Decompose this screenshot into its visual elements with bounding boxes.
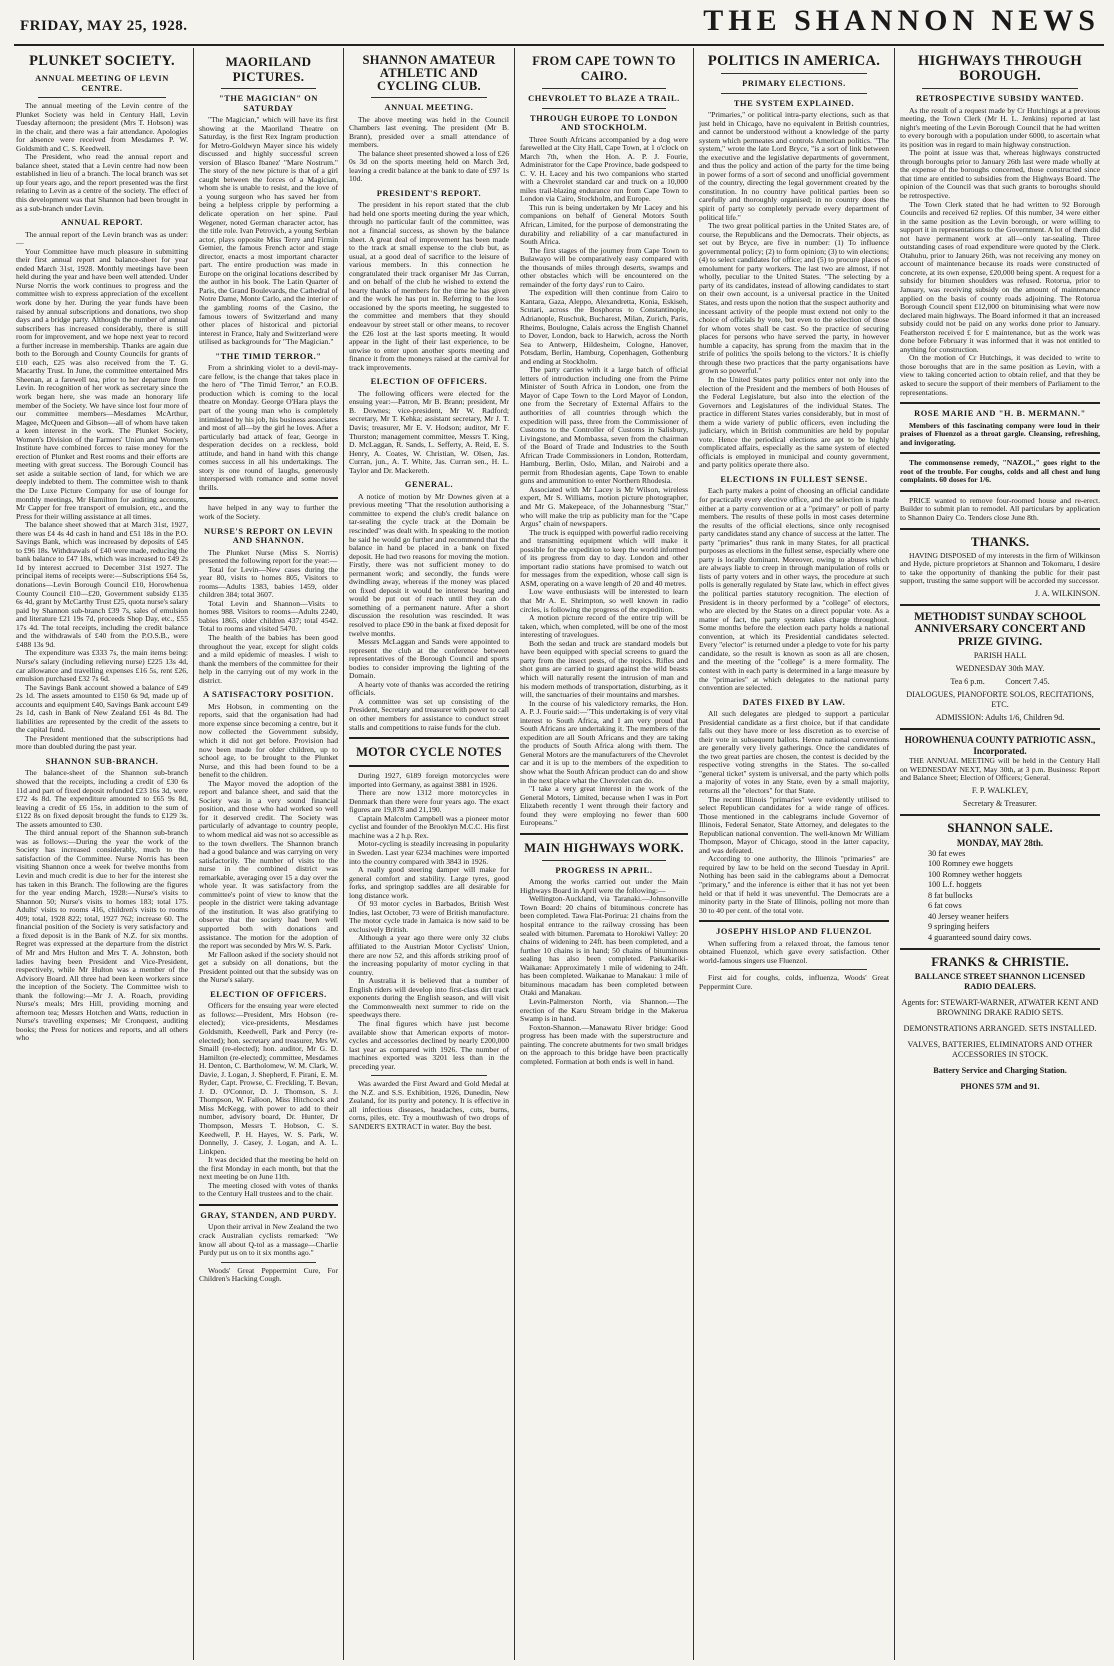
sale-item: 8 fat bullocks	[928, 890, 973, 900]
article-paragraph: The above meeting was held in the Council Chambers last evening. The president (Mr B. Brann), presided over a small attendance of members.	[349, 114, 509, 150]
thanks-notice: HAVING DISPOSED of my interests in the firm of Wilkinson and Hyde, picture proprietors at Shannon and Tokomaru, I desire to take the opportunity of thanking the public for their past support, trusting the same support will be accorded my successor.	[900, 550, 1100, 586]
article-paragraph: The balance sheet presented showed a loss of £26 0s 3d on the sports meeting held on March 3rd, leaving a credit balance at the bank to date of £97 1s 10d.	[349, 148, 509, 184]
headline-highways-through-borough: HIGHWAYS THROUGH BOROUGH.	[918, 53, 1082, 84]
shannon-sale-heading: SHANNON SALE.	[947, 819, 1053, 835]
article-paragraph: The Town Clerk stated that he had written to 92 Borough Councils and received 62 replies. Of this number, 34 were either in the same position as the Levin borough, or were willing to support it in representations to the Government. A lot of them did not have permanent work at all—only tar-sealing. Three outstanding cases of road expenditure were quoted by the Clerk. Otahuhu, prior to January 26th, was not receiving any money on account of maintenance because its roads were constructed of concrete, at its own expense, £20,000 being spent. A request for a subsidy for bitumen shoulders was refused. Rotorua, prior to January, was receiving subsidy on the amount of maintenance applied on the basis of county roads adjoining. The Rotorua Borough Council spent £12,000 on bituminising what were now declared main highways. The Board informed it that an increased subsidy could not be paid on any works done prior to January. Featherston received £ for £ maintenance, but as the work was done before February it was informed that it was not entitled to anything for construction.	[900, 199, 1100, 354]
issue-date: FRIDAY, MAY 25, 1928.	[20, 18, 188, 34]
article-paragraph: The first stages of the journey from Cape Town to Bulawayo will be comparatively easy compared with the thousands of miles through deserts, swamps and other obstacles which will be encountered on the remainder of the forty days' run to Cairo.	[520, 245, 688, 289]
sale-item: 100 Romney ewe hoggets	[928, 859, 1013, 869]
separator	[349, 737, 509, 739]
subhead: RETROSPECTIVE SUBSIDY WANTED.	[916, 94, 1084, 103]
column-maoriland-pictures	[199, 48, 338, 1658]
article-paragraph: When suffering from a relaxed throat, the famous tenor obtained Fluenzol, which gave every satisfaction. Other world-famous singers use Fluenzol.	[699, 938, 889, 965]
column-cape-to-cairo	[520, 48, 688, 1658]
headline-politics-in-america: POLITICS IN AMERICA.	[707, 53, 881, 69]
separator	[900, 948, 1100, 950]
headline-maoriland-pictures: MAORILAND PICTURES.	[225, 54, 312, 84]
advertisement: Woods' Great Peppermint Cure, For Children's Hacking Cough.	[199, 1265, 338, 1284]
masthead-rule	[14, 44, 1104, 46]
article-paragraph: Mr Falloon asked if the society should not get a subsidy on all donations, but the President pointed out that the subsidy was on the Nurse's salary.	[199, 949, 338, 985]
separator	[900, 402, 1100, 404]
article-paragraph: "I take a very great interest in the work of the General Motors, Limited, because when I was in Port Elizabeth recently I went through their factory and found they were employing no fewer than 600 Europeans."	[520, 784, 688, 828]
thanks-signature: J. A. WILKINSON.	[1034, 588, 1100, 598]
subhead: THE SYSTEM EXPLAINED.	[733, 98, 855, 108]
article-paragraph: From a shrinking violet to a devil-may-care fellow, is the change that takes place in the hero of "The Timid Terror," an F.O.B. production which is coming to the local theatre on Monday. George O'Hara plays the part of the young man who is completely intimidated by his job, his business associates and most of all—by the girl he loves. After a particularly bad attack of fear, George in desperation decides on a reckless, bold attitude, and hand in hand with this change comes success in all his undertakings. The story is one round of laughs, generously interspersed with romance and some novel thrills.	[199, 363, 338, 492]
separator	[199, 497, 338, 499]
event-admission: ADMISSION: Adults 1/6, Children 9d.	[935, 713, 1065, 723]
separator	[542, 88, 666, 89]
subhead: NURSE'S REPORT ON LEVIN AND SHANNON.	[204, 526, 333, 546]
separator	[38, 97, 166, 98]
article-paragraph: The two great political parties in the United States are, of course, the Republicans and the Democrats. Their objects, as set out by Bryce, are five in number: (1) To influence governmental policy; (2) to form opinion; (3) to win elections; (4) to select candidates for office; and (5) to procure places of emolument for party workers. The last two are almost, if not wholly, peculiar to the United States. "The selecting by a party of its candidates, instead of allowing candidates to start on their own account, is a universal practice in the United States, and rests upon the notion that the suspect authority and incessant activity of the people must extend not only to the choice of officials by vote, but even to the selection of those for whom votes shall be cast. So the practice of securing places for persons who have served the party, in however humble a capacity, has sprung from the maxim that in the strife of politics 'the spoils belong to the victors.' It is chiefly through these two practices that the party organisations have grown so powerful."	[699, 221, 889, 376]
event-venue: PARISH HALL	[973, 651, 1027, 661]
separator	[542, 860, 666, 861]
thanks-heading: THANKS.	[970, 533, 1030, 549]
article-paragraph: There are now 1312 more motorcycles in Denmark than there were four years ago. The exact figures are 19,878 and 21,190.	[349, 788, 509, 815]
headline-motor-cycle-notes: MOTOR CYCLE NOTES	[356, 745, 502, 760]
sale-item: 30 fat ewes	[928, 848, 966, 858]
sale-date: MONDAY, MAY 28th.	[956, 837, 1044, 848]
dealer-phones: PHONES 57M and 91.	[960, 1082, 1040, 1092]
separator	[922, 88, 1078, 89]
article-paragraph: The following officers were elected for the ensuing year:—Patron, Mr B. Brann; president, Mr B. Downes; vice-president, Mr W. Radford; secretary, Mr T. Kehka; assistant secretary, Mr J. T. Davis; treasurer, Mr E. V. Hodson; auditor, Mr F. Thurston; management committee, Messrs T. King, D. McLaggan, R. Sands, L. Sefferty, A. Reid, E. S. Henry, A. Coates, W. Christian, W. Olsen, Jas. Curran, jun., A. T. White, Jas. Curran sen., H. L. Taylor and Dr. Mackereth.	[349, 388, 509, 475]
newspaper-title: THE SHANNON NEWS	[703, 4, 1100, 37]
article-paragraph: A hearty vote of thanks was accorded the retiring officials.	[349, 679, 509, 698]
column-athletic-club	[349, 48, 509, 1658]
advertisement: First aid for coughs, colds, influenza, Woods' Great Peppermint Cure.	[699, 973, 889, 991]
subhead: ANNUAL REPORT.	[61, 218, 143, 228]
article-paragraph: The third annual report of the Shannon sub-branch was as follows:—During the year the work of the Society has increased considerably, much to the satisfaction of the Committee. Nurse Norris has been visiting Shannon once a week for twelve months from Levin and much credit is due to her for the interest she has taken in this Branch. The following are the figures for the year ending March, 1928:—Nurse's visits to Shannon 50; Nurse's visits to homes 183; total 175. Adults' visits to rooms 416, children's visits to rooms 409; total, 1928 822; total, 1927 762; increase 60. The financial position of the Society is very satisfactory and a fixed deposit is in the Bank of N.Z. for six months. Regret was expressed at the departure from the district of Mr and Mrs Hulton and Mrs T. A. Johnston, both ladies having been President and Vice-President, respectively, while Mr Hulton was a member of the Advisory Board. All three had been keen workers since the inception of the Society. The Committee wish to thank the following:—Mr J. A. Roach, providing Nurse's meals; Mrs Hill, providing morning and afternoon tea; Messrs Hotchen and Watts, reduction in Nurse's travelling expenses; Mr Cronquest, auditing books; the Press for notices and reports, and all others who	[16, 828, 188, 1043]
advertisement: Members of this fascinating company were loud in their praises of Fluenzol as a throat gargle. Cleansing, refreshing, and invigorating.	[900, 420, 1100, 447]
article-paragraph: Motor-cycling is steadily increasing in popularity in Sweden. Last year 6234 machines were imported into the country compared with 3843 in 1926.	[349, 839, 509, 866]
subhead: GENERAL.	[404, 480, 454, 490]
article-paragraph: The president in his report stated that the club had held one sports meeting during the year which, through no particular fault of the committee, was not a financial success, as shown by the balance sheet. A great deal of improvement has been made to the track at small expense to the club but, as usual, at a good deal of sacrifice to the leisure of various members. In this connection he congratulated their track organiser Mr Jas Curran, and on behalf of the club he wished to extend the hearty thanks of members for the time he has given and the work he has put in. Referring to the loss occasioned by the sports meeting, he suggested to the committee and members that they should endeavour by street stall or other means, to recover the £26 lost at the last sports meeting. It would appear in the light of their last experience, to be unwise to enter upon another sports meeting and finance it from the moneys raised at the carnival for track improvements.	[349, 200, 509, 372]
article-paragraph: The point at issue was that, whereas highways constructed through boroughs prior to January 26th last were made wholly at the expense of the boroughs concerned, those constructed since that time are entitled to subsidies from the Highways Board. The opinion of the Council was that such grants to boroughs should be retrospective.	[900, 148, 1100, 200]
column-plunket-society	[16, 48, 188, 1658]
sale-item: 40 Jersey weaner heifers	[928, 911, 1009, 921]
article-paragraph: The Savings Bank account showed a balance of £49 2s 1d. The assets amounted to £150 6s 9d, made up of accounts and equipment £40, Savings Bank account £49 2s 1d, cash in Bank of New Zealand £61 4s 8d. The liabilities are represented by the credit of the assets to the capital fund.	[16, 682, 188, 735]
advertisement: The commonsense remedy, "NAZOL," goes right to the root of the trouble. For coughs, colds and all chest and lung complaints. 60 doses for 1/6.	[900, 458, 1100, 485]
column-divider	[343, 48, 344, 1660]
article-paragraph: The annual report of the Levin branch was as under:—	[16, 229, 188, 248]
subhead: ANNUAL MEETING.	[384, 103, 474, 112]
advertisement: Was awarded the First Award and Gold Medal at the N.Z. and S.S. Exhibition, 1926, Dunedin, New Zealand, for its purity and potency. It is effective in all infectious diseases, headaches, cuts, burns, corns, piles, etc. Try a mouthwash of two drops of SANDER'S EXTRACT in water. Buy the best.	[349, 1079, 509, 1131]
article-paragraph: The expenditure was £333 7s, the main items being: Nurse's salary (including relieving nurse) £225 13s 4d, car allowance and travelling expenses £16 5s, rent £26, emulsion purchased £32 7s 6d.	[16, 648, 188, 684]
meeting-notice: THE ANNUAL MEETING will be held in the Century Hall on WEDNESDAY NEXT, May 30th, at 3 p.m. Business: Report and Balance Sheet; Election of Officers; General.	[900, 756, 1100, 783]
article-paragraph: Wellington-Auckland, via Taranaki.—Johnsonville Town Board: 20 chains of bituminous concrete has been completed. Tawa Flat-Porirua: 21 chains from the hospital entrance to the railway crossing has been sealed with bitumen. Paremata to Horokiwi Valley: 20 chains of widening to 24ft. has been completed, and a further 10 chains is in hand; 50 chains of bituminous sealing has also been completed. Paekakariki-Waikanae: Approximately 1 mile of widening to 24ft. has been completed. Waikanae to Manakau: 1 mile of bituminous macadam has been completed between Otaki and Manakau.	[520, 894, 688, 998]
article-paragraph: Both the sedan and truck are standard models but have been equipped with special screens to guard the party from the insect pests, of the tropics. Rifles and shot guns are carried to guard against the wild beasts which will naturally resent the intrusion of man and his modern methods of transportation, disturbing, as it will, the sanctuaries of their mountains and marshes.	[520, 638, 688, 700]
article-paragraph: Three South Africans accompanied by a dog were farewelled at the City Hall, Cape Town, at 1 o'clock on March 7th, when the Hon. A. P. J. Fourie, Administrator for the Cape Province, bade godspeed to C. V. H. Lacey and his two companions who started with a Chevrolet standard car and truck on a 10,000 miles trail-blazing endurance run from Cape Town to London via Cairo, Stockholm, and Europe.	[520, 134, 688, 204]
article-paragraph: All such delegates are pledged to support a particular Presidential candidate as a first choice, but if that candidate falls out they have more or less discretion as to exercise of their vote in subsequent ballots. Hence national conventions are generally very lively gatherings. Once the candidates of the two great parties are chosen, the contest is decided by the respective voting strengths in the States. The so-called "general ticket" system is universal, and the party which polls a majority of votes in any State, even by a small majority, returns all the "electors" for that State.	[699, 709, 889, 796]
headline-cape-town-to-cairo: FROM CAPE TOWN TO CAIRO.	[532, 54, 676, 83]
subhead: ELECTION OF OFFICERS.	[210, 989, 327, 999]
article-paragraph: As the result of a request made by Cr Hutchings at a previous meeting, the Town Clerk (Mr H. L. Jenkins) reported at last night's meeting of the Levin Borough Council that he had written to every borough with a population under 6000, to ascertain what its position was in regard to main highway construction.	[900, 105, 1100, 149]
article-paragraph: The recent Illinois "primaries" were evidently utilised to select Republican candidates for a wide range of offices. Those mentioned in the cablegrams include Governor of Illinois, Federal Senator, State Attorney, and delegates to the Republican national convention. The well-known Mr William Thompson, Mayor of Chicago, stood in the latter capacity, and was defeated.	[699, 794, 889, 855]
separator	[900, 452, 1100, 454]
article-paragraph: The balance sheet showed that at March 31st, 1927, there was £4 4s 4d cash in hand and £51 18s in the P.O. Savings Bank, which was increased by deposits of £45 to £96 18s. Withdrawals of £40 were made, reducing the bank balance to £47 18s, which was increased to £49 2s 1d by interest accrued to December 31st 1927. The principal items of receipts were:—Subscriptions £64 5s, donations—Levin Borough Council £10, Horowhenua County Council £10—£20, Government subsidy £135 6s 4d, grant by McCarthy Trust £25, quota nurse's salary paid by Shannon sub-branch £39 7s, sales of emulsion and literature £21 19s 7d, proceeds Shop Day, etc., £55 17s 4d. The total receipts, including the credit balance and the withdrawals of £40 from the P.O.S.B., were £488 13s 9d.	[16, 520, 188, 649]
dealer-accessories: VALVES, BATTERIES, ELIMINATORS AND OTHER ACCESSORIES IN STOCK.	[907, 1040, 1093, 1060]
article-paragraph: Low wave enthusiasts will be interested to learn that Mr A. E. Shrimpton, so well known in radio circles, is following the progress of the expedition.	[520, 587, 688, 614]
ad-heading: ROSE MARIE AND "H. B. MERMANN."	[914, 409, 1086, 419]
dealer-subheading: BALLANCE STREET SHANNON LICENSED RADIO DEALERS.	[914, 972, 1086, 992]
dealer-agents: Agents for: STEWART-WARNER, ATWATER KENT AND BROWNING DRAKE RADIO SETS.	[901, 998, 1099, 1018]
article-paragraph: Each party makes a point of choosing an official candidate for practically every elective office, and the selection is made either at a party convention or at a "primary" or poll of party members. The results of these polls in most cases determine the results of the official elections, since only recognised party candidates stand any chance of success at the latter. The party "primaries" thus rank in many States, for all practical purposes as elections in the fullest sense, especially where one party is locally dominant. Moreover, owing to abuses which are always liable to creep in through manipulation of rolls or lists of party voters and in other ways, the procedure at such polls is generally regulated by State law, which in effect gives the political parties statutory recognition. The election of President is in theory performed by a "college" of electors, who are elected by the States on a direct popular vote. As a matter of fact, the party system takes charge throughout. Some months before the election each party holds a national convention, at which its Presidential candidates selected. Every "elector" is returned under a pledge to vote for his party candidate, so the result is known as soon as all are chosen, and the meeting of the "college" is a mere formality. The contest with in each party is determined in a large measure by the "primaries" at which delegates to the national party convention are selected.	[699, 486, 889, 693]
sale-item: 6 fat cows	[928, 901, 962, 911]
sale-item: 9 springing heifers	[928, 922, 990, 932]
notice-signature-title: Secretary & Treasurer.	[963, 798, 1037, 808]
subhead: THROUGH EUROPE TO LONDON AND STOCKHOLM.	[530, 113, 678, 132]
subhead: "THE MAGICIAN" ON SATURDAY	[218, 94, 319, 113]
subhead: ELECTIONS IN FULLEST SENSE.	[720, 474, 868, 484]
event-date: WEDNESDAY 30th MAY.	[955, 664, 1045, 674]
subhead: PRIMARY ELECTIONS.	[742, 79, 846, 88]
column-divider	[894, 48, 895, 1660]
column-divider	[514, 48, 515, 1660]
article-paragraph: The meeting closed with votes of thanks to the Century Hall trustees and to the chair.	[199, 1180, 338, 1199]
classified-ad: PRICE wanted to remove four-roomed house and re-erect. Builder to submit plan to remodel. All particulars by application to Shannon Dairy Co. Tenders close June 8th.	[900, 495, 1100, 522]
separator	[221, 1262, 316, 1263]
article-paragraph: During 1927, 6189 foreign motorcycles were imported into Germany, as against 3881 in 1926.	[349, 771, 509, 789]
separator	[900, 604, 1100, 606]
subhead: ANNUAL MEETING OF LEVIN CENTRE.	[35, 74, 169, 93]
article-paragraph: Total Levin and Shannon—Visits to homes 988. Visitors to rooms—Adults 2240, babies 1865, older children 437; total 4542. Total to rooms and visited 5470.	[199, 598, 338, 634]
separator	[900, 728, 1100, 730]
article-paragraph: Total for Levin—New cases during the year 80, visits to homes 805, Visitors to rooms—Adults 1383, babies 1459, older children 384; total 3607.	[199, 564, 338, 600]
dealer-service: Battery Service and Charging Station.	[933, 1066, 1067, 1076]
subhead: SHANNON SUB-BRANCH.	[45, 756, 159, 766]
separator	[900, 490, 1100, 492]
article-paragraph: The final figures which have just become available show that American exports of motor-cycles and accessories declined by nearly £200,000 last year as compared with 1926. The number of machines exported was 3201 less than in the preceding year.	[349, 1018, 509, 1071]
column-divider	[193, 48, 194, 1660]
patriotic-assn-heading: HOROWHENUA COUNTY PATRIOTIC ASSN., Incorporated.	[904, 735, 1096, 757]
separator	[199, 1204, 338, 1206]
sale-item: 100 L.f. hoggets	[928, 880, 982, 890]
article-paragraph: Officers for the ensuing year were elected as follows:—President, Mrs Hobson (re-elected); vice-presidents, Mesdames Goldsmith, Keedwell, Park and Percy (re-elected); hon. secretary and treasurer, Mrs W. Smaill (re-elected); hon. auditor, Mr G. D. Hamilton (re-elected); committee, Mesdames H. Denton, C. Bartholomew, W. M. Clark, W. Davie, J. Logan, J. Shepherd, F. Pirani, E. M. Ryder, Capt. Prowse, C. Freckling, T. Bevan, J. D. O'Connor, D. J. Thomson, S. J. Thompson, W. Falloon, Miss Hitchcock and Miss McKegg, with power to add to their number, advisory board, Dr. Hunter, Dr Thompson, Messrs T. Hobson, C. S. Keedwell, P. H. Hayes, W. S. Park, W. Donnelly, J. Casey, J. Logan, and A. L. Linkpen.	[199, 1001, 338, 1156]
event-program: DIALOGUES, PIANOFORTE SOLOS, RECITATIONS, ETC.	[906, 690, 1094, 710]
article-paragraph: In the course of his valedictory remarks, the Hon. A. P. J. Fourie said:—"This undertaking is of very vital interest to South Africa, and I am very proud that South Africans are undertaking it. The members of the expedition are all South Africans and they are taking the products of South Africa along with them. The General Motors are the manufacturers of the Chevrolet car and it is up to the members of the expedition to show what the South African product can do and show in the next place what the Chevrolet can do.	[520, 698, 688, 785]
article-paragraph: Levin-Palmerston North, via Shannon.—The erection of the Karu Stream bridge in the Makerua Swamp is in hand.	[520, 996, 688, 1024]
article-paragraph: "Primaries," or political intra-party elections, such as that just held in Chicago, have no equivalent in British countries, and cannot be understood without a knowledge of the party system which permeates and controls American politics. "The system," wrote the late Lord Bryce, "is a sort of link between the executive and the legislative departments of government, and thus the policy and action of the party for the time being in power forms of a sort of second and unofficial government of the country, directing the legal government created by the constitution. In no country have political parties been so carefully and thoroughly organised; in no country does the spirit of party so completely pervade every department of political life."	[699, 110, 889, 222]
article-paragraph: Among the works carried out under the Main Highways Board in April were the following:—	[520, 877, 688, 895]
article-paragraph: A motion picture record of the entire trip will be taken, which, when completed, will be one of the most interesting of travelogues.	[520, 613, 688, 640]
article-paragraph: In the United States party politics enter not only into the election of the President and the members of both Houses of the Federal Legislature, but also into the election of the Governors and Legislatures of the individual States. The practice in different States varies considerably, but in most of them a wide variety of public officers, even including the judiciary, which in British communities are held by popular vote. Hence the periodical elections are apt to be highly complicated affairs, especially as the same system of elected officials is employed in municipal and county government, and party politics operate there also.	[699, 374, 889, 470]
masthead	[0, 0, 1114, 46]
event-times: Tea 6 p.m. Concert 7.45.	[950, 677, 1050, 687]
article-paragraph: The truck is equipped with powerful radio receiving and transmitting equipment which will make it possible for the expedition to keep the world informed of its progress from day to day. London and other important radio stations have promised to watch out for messages from the expedition, whose call sign is ASM, operating on a wave length of 20 and 40 metres.	[520, 527, 688, 588]
article-paragraph: According to one authority, the Illinois "primaries" are required by law to be held on the second Tuesday in April. Nothing has been said in the cablegrams about a Democrat "primary," and the inference is either that it has not yet been held or that if held it was uneventful. The Democrats are a minority party in the State of Illinois, polling not more than 30 to 40 per cent. of the total vote.	[699, 854, 889, 915]
subhead: CHEVROLET TO BLAZE A TRAIL.	[528, 94, 680, 103]
sale-item: 100 Romney wether hoggets	[928, 869, 1022, 879]
article-paragraph: A notice of motion by Mr Downes given at a previous meeting "That the resolution authorising a committee to expend the club's credit balance on tar-sealing the cycle track at the Domain be rescinded" was dealt with. In speaking to the motion he said he would go further and recommend that the balance in hand be placed in a bank on fixed deposit. He had two reasons for moving the motion. Firstly, there was not sufficient money to do permanent work; and secondly, the funds were dwindling away, whereas if the money was placed on fixed deposit it would be interest bearing and would be put out of reach until they can do something of a permanent nature. After a short discussion the resolution was rescinded. It was resolved to place £90 in the bank at fixed deposit for twelve months.	[349, 491, 509, 638]
article-paragraph: It was decided that the meeting be held on the first Monday in each month, but that the next meeting be on June 11th.	[199, 1155, 338, 1182]
franks-christie-heading: FRANKS & CHRISTIE.	[931, 954, 1069, 970]
column-politics-in-america	[699, 48, 889, 1658]
subhead: PRESIDENT'S REPORT.	[376, 188, 482, 198]
separator	[520, 833, 688, 835]
separator	[221, 88, 316, 89]
article-paragraph: Captain Malcolm Campbell was a pioneer motor cyclist and founder of the Brooklyn M.C.C. His first machine was a 2 h.p. Rex.	[349, 813, 509, 840]
column-highways-and-ads	[900, 48, 1100, 1658]
separator	[721, 93, 867, 94]
article-paragraph: The Plunket Nurse (Miss S. Norris) presented the following report for the year:—	[199, 547, 338, 566]
subhead: GRAY, STANDEN, AND PURDY.	[200, 1210, 337, 1220]
subhead: A SATISFACTORY POSITION.	[203, 690, 334, 700]
article-paragraph: Associated with Mr Lacey is Mr Wilson, wireless expert, Mr S. Williams, motion picture photographer, and Mr G. Makepeace, of the Johannesburg "Star," who will make the trip as publicity man for the "Cape Argus" chain of newspapers.	[520, 484, 688, 529]
article-paragraph: The President mentioned that the subscriptions had more than doubled during the past year.	[16, 733, 188, 752]
methodist-concert-heading: METHODIST SUNDAY SCHOOL ANNIVERSARY CONCERT AND PRIZE GIVING.	[913, 610, 1087, 648]
separator	[542, 108, 666, 109]
article-paragraph: The party carries with it a large batch of official letters of introduction including one from the Prime Minister of South Africa in London, one from the Mayor of Cape Town to the Lord Mayor of London, one from the Secretary of External Affairs to the authorities of all countries through which the expedition will pass, three from the Commissioner of Customs to the Controller of Customs in Salisbury, Livingstone, and Mombassa, seven from the chairman of the Board of Trade and Industries to the South African Trade Commissioners in London, Rotterdam, Hamburg, Berlin, Oslo, Milan, and Nairobi and a permit from Rhodesian agents, Cape Town to enable guns and ammunition to enter Northern Rhodesia.	[520, 365, 688, 486]
article-paragraph: The health of the babies has been good throughout the year, except for slight colds and a mild epidemic of measles. I wish to thank the members of the committee for their help in the carrying out of my work in the district.	[199, 633, 338, 685]
separator	[699, 920, 889, 922]
article-paragraph: Although a year ago there were only 32 clubs affiliated to the Austrian Motor Cyclists' Union, there are now 52, and this affords striking proof of the increasing popularity of motor cycling in that country.	[349, 933, 509, 977]
subhead: JOSEPHY HISLOP AND FLUENZOL	[716, 927, 872, 937]
article-paragraph: Upon their arrival in New Zealand the two crack Australian cyclists remarked: "We know all about Q-tol as a massage—Charlie Purdy put us on to it six months ago."	[199, 1222, 338, 1258]
subhead: DATES FIXED BY LAW.	[742, 697, 846, 707]
article-paragraph: A committee was set up consisting of the President, Secretary and treasurer with power to call on other members for assistance to conduct street stalls and competitions to raise funds for the club.	[349, 696, 509, 732]
article-paragraph: The balance-sheet of the Shannon sub-branch showed that the receipts, including a credit of £30 6s 11d and part of fixed deposit refunded £23 16s 3d, were £72 4s 8d. The expenditure amounted to £65 9s 8d, leaving a credit of £6 15s, in addition to the sum of £122 8s on fixed deposit brought the funds to £129 3s. The assets amounted to £30.	[16, 768, 188, 829]
separator	[371, 1075, 487, 1076]
article-paragraph: Of 93 motor cycles in Barbados, British West Indies, last October, 73 were of British manufacture. The motor cycle trade in Jamaica is now said to be exclusively British.	[349, 899, 509, 934]
separator	[721, 969, 867, 970]
headline-main-highways-work: MAIN HIGHWAYS WORK.	[524, 840, 684, 855]
separator	[900, 528, 1100, 530]
subhead: PROGRESS IN APRIL.	[555, 865, 653, 875]
article-paragraph: The President, who read the annual report and balance sheet, stated that a Levin centre had now been established in lieu of a branch. The local branch was set up four years ago, and the report presented was the first relating to Levin as a centre of the society. The effect of this development was that Shannon had been brought in as a sub-branch under Levin.	[16, 152, 188, 213]
notice-signature: F. P. WALKLEY,	[971, 785, 1029, 795]
column-divider	[693, 48, 694, 1660]
article-paragraph: A really good steering damper will make for general comfort and stability. Large tyres, good forks, and springtop saddles are all desirable for long distance work.	[349, 865, 509, 900]
article-paragraph: This run is being undertaken by Mr Lacey and his companions on behalf of General Motors South African, Limited, for the purpose of demonstrating the durability and reliability of a car manufactured in South Africa.	[520, 202, 688, 247]
article-paragraph: The annual meeting of the Levin centre of the Plunket Society was held in Century Hall, Levin Tuesday afternoon; the president (Mrs T. Hobson) was in the chair, and there was a fair attendance. Apologies for absence were received from Mesdames P. W. Goldsmith and C. S. Keedwell.	[16, 101, 188, 153]
article-paragraph: Mrs Hobson, in commenting on the reports, said that the organisation had had more expense since becoming a centre, but it now collected the Government subsidy, which it did not get before. Provision had now been made for older children, up to school age, to be brought to the Plunket Nurse, and this had been found to be a benefit to the children.	[199, 701, 338, 780]
article-paragraph: have helped in any way to further the work of the Society.	[199, 503, 338, 522]
article-paragraph: In Australia it is believed that a number of English riders will develop into first-class dirt track exponents during the English season, and will visit the Commonwealth next summer to ride on the speedways there.	[349, 976, 509, 1020]
article-paragraph: Foxton-Shannon.—Manawatu River bridge: Good progress has been made with the superstructure and painting. The concrete abutments for two small bridges on the approach to this bridge have been practically completed. Formation at both ends is well in hand.	[520, 1022, 688, 1066]
dealer-demonstrations: DEMONSTRATIONS ARRANGED. SETS INSTALLED.	[903, 1024, 1097, 1034]
article-paragraph: On the motion of Cr Hutchings, it was decided to write to those boroughs that are in the same position as Levin, with a view to taking concerted action to obtain relief, and that they be asked to secure the support of their members of Parliament to the representations.	[900, 353, 1100, 397]
headline-plunket-society: PLUNKET SOCIETY.	[29, 53, 175, 69]
separator	[721, 73, 867, 74]
separator	[371, 97, 487, 98]
sale-item: 4 guaranteed sound dairy cows.	[928, 932, 1032, 942]
headline-athletic-club: SHANNON AMATEUR ATHLETIC AND CYCLING CLUB.	[362, 53, 496, 93]
article-paragraph: "The Magician," which will have its first showing at the Maoriland Theatre on Saturday, is the first Rex Ingram production for Metro-Goldwyn Mayer since his widely discussed and highly successful screen version of Blasco Ibanez' "Mare Nostrum." The story of the new picture is that of a girl caught between the forces of a Magician, whom she is unable to resist, and the love of a young surgeon who has saved her from being a helpless cripple by performing a delicate operation on her spine. Paul Wegener, noted German character actor, has the title role. Ivan Petrovich, a young Serbian actor, plays opposite Miss Terry and Firmin Gemier, the famous French actor and stage director, enacts a most important character part. The entire production was made in Europe on the original locations described by the author in his book. The Latin Quarter of Paris, the Grand Boulevards, the Cathedral of Notre Dame, Monte Carlo, and the interior of the gambling rooms of the Casino, the famous towers of Switzerland and many other places of historical and pictorial interest in France, Italy and Switzerland were utilised as backgrounds for "The Magician."	[199, 115, 338, 347]
article-paragraph: Your Committee have much pleasure in submitting their first annual report and balance-sheet for year ended March 31st, 1928. Monthly meetings have been held during the year and have been well attended. Under Nurse Norris the work continues to progress and the committee wish to express appreciation of the excellent work done by her. During the year funds have been raised by annual subscriptions and donations, two shop days and a bridge party. Although the number of annual subscribers has increased considerably, there is still room for improvement, and we hope next year to record a further increase in membership. Thanks are again due both to the Borough and County Councils for grants of £10 each, £25 was also received from the T. G. Macarthy Trust. In June, the committee entertained Mrs Sheenan, at a farewell tea, prior to her departure from Levin. In recognition of her work as secretary since the work began here, she was made an honorary life member of the Society. We have since lost four more of our committee members—Mesdames McArthur, Magee, McQueen and Gibson—all of whom have taken a keen interest in the work. The Plunket Society, Women's Division of the Farmers' Union and Women's Institute have combined forces to raise money for the erection of Plunket and Rest rooms and their efforts are meeting with great success. The Borough Council has set aside a suitable section of land, for which we are deeply indebted to them. The committee wish to thank the De Luxe Picture Company for use of lounge for monthly meetings, Mr Hamilton for auditing accounts, Mr Capper for free transport of emulsion, etc., and the Press for their willing assistance at all times.	[16, 246, 188, 521]
subhead: "THE TIMID TERROR."	[215, 351, 322, 361]
article-paragraph: The Mayor moved the adoption of the report and balance sheet, and said that the Society was in a very sound financial position, and those who had worked so well for it deserved credit. The Society was particularly of advantage to country people, to whom medical aid was not so accessible as to the town dwellers. The Shannon branch had a good balance and was carrying on very satisfactorily. The number of visits to the nurse in the combined district was remarkable, averaging over 15 a day over the whole year. It was satisfactory from the committee's point of view to know that the people in the district were taking advantage of the institution. It was also gratifying to observe that the society had been well supported both with donations and assistance. The motion for the adoption of the report was seconded by Mrs W. S. Park.	[199, 778, 338, 951]
article-paragraph: The expedition will then continue from Cairo to Kantara, Gaza, Aleppo, Alexandretta, Konia, Eskiseh, Scutari, across the Bosphorus to Constantinople, Adrianople, Ruschuk, Bucharest, Milan, Zurich, Paris, Rheims, Boulogne, Calais across the English Channel to Dover, London, back to Harwich, across the North Sea to Antwerp, Hildesheim, Cologne, Hanover, Potsdam, Berlin, Hamburg, Copenhagen, Gothenburg and ending at Stockholm.	[520, 288, 688, 366]
separator	[900, 814, 1100, 816]
separator	[349, 765, 509, 767]
subhead: ELECTION OF OFFICERS.	[370, 377, 488, 387]
article-paragraph: Messrs McLaggan and Sands were appointed to represent the club at the conference between representatives of the Borough Council and sports bodies to consider improving the lighting of the Domain.	[349, 637, 509, 681]
